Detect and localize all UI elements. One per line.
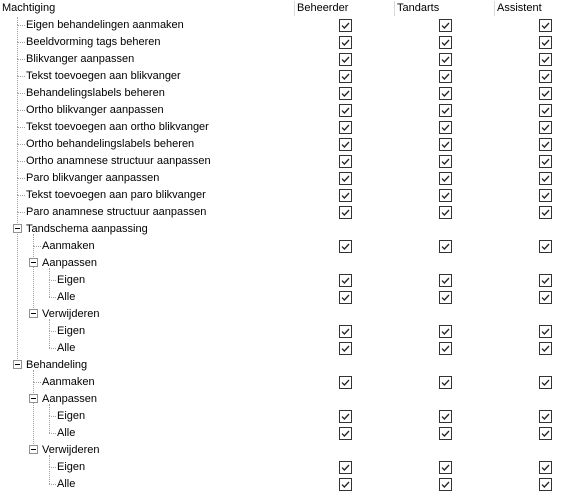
permission-label: Beeldvorming tags beheren <box>26 36 161 48</box>
checkbox-beheerder[interactable] <box>339 87 352 100</box>
column-header-permission[interactable]: Machtiging <box>2 2 56 14</box>
permission-label: Alle <box>57 427 76 439</box>
permission-row[interactable] <box>0 136 565 153</box>
checkbox-assistent[interactable] <box>539 36 552 49</box>
checkbox-assistent[interactable] <box>539 121 552 134</box>
checkbox-tandarts[interactable] <box>439 427 452 440</box>
checkbox-tandarts[interactable] <box>439 189 452 202</box>
checkbox-beheerder[interactable] <box>339 70 352 83</box>
checkmark-icon <box>541 412 550 421</box>
checkmark-icon <box>341 378 350 387</box>
checkbox-assistent[interactable] <box>539 291 552 304</box>
permission-row[interactable] <box>0 374 565 391</box>
checkbox-assistent[interactable] <box>539 155 552 168</box>
checkbox-beheerder[interactable] <box>339 155 352 168</box>
permission-row[interactable] <box>0 459 565 476</box>
checkbox-tandarts[interactable] <box>439 274 452 287</box>
checkbox-assistent[interactable] <box>539 19 552 32</box>
checkmark-icon <box>441 191 450 200</box>
permission-label: Ortho blikvanger aanpassen <box>26 104 164 116</box>
checkbox-beheerder[interactable] <box>339 121 352 134</box>
checkbox-assistent[interactable] <box>539 342 552 355</box>
permission-label: Eigen <box>57 461 86 473</box>
checkmark-icon <box>541 208 550 217</box>
checkmark-icon <box>341 55 350 64</box>
checkmark-icon <box>341 480 350 489</box>
permission-row[interactable] <box>0 340 565 357</box>
checkmark-icon <box>441 293 450 302</box>
checkmark-icon <box>541 480 550 489</box>
checkbox-beheerder[interactable] <box>339 478 352 491</box>
checkmark-icon <box>441 55 450 64</box>
checkbox-beheerder[interactable] <box>339 53 352 66</box>
permission-label: Ortho behandelingslabels beheren <box>26 138 195 150</box>
permission-row[interactable] <box>0 170 565 187</box>
checkbox-tandarts[interactable] <box>439 70 452 83</box>
permission-row[interactable] <box>0 102 565 119</box>
checkmark-icon <box>341 140 350 149</box>
tree-group-row[interactable] <box>0 357 565 374</box>
checkmark-icon <box>441 174 450 183</box>
checkbox-tandarts[interactable] <box>439 104 452 117</box>
permission-label: Alle <box>57 342 76 354</box>
checkmark-icon <box>541 38 550 47</box>
permission-row[interactable] <box>0 17 565 34</box>
checkmark-icon <box>541 123 550 132</box>
checkbox-beheerder[interactable] <box>339 172 352 185</box>
checkmark-icon <box>341 72 350 81</box>
permission-label: Verwijderen <box>42 444 100 456</box>
checkbox-tandarts[interactable] <box>439 155 452 168</box>
checkbox-beheerder[interactable] <box>339 36 352 49</box>
checkmark-icon <box>441 276 450 285</box>
checkbox-tandarts[interactable] <box>439 87 452 100</box>
permission-row[interactable] <box>0 289 565 306</box>
checkmark-icon <box>341 157 350 166</box>
permission-label: Tekst toevoegen aan blikvanger <box>26 70 181 82</box>
permission-label: Tandschema aanpassing <box>26 223 148 235</box>
checkmark-icon <box>341 38 350 47</box>
permission-row[interactable] <box>0 476 565 493</box>
checkmark-icon <box>341 412 350 421</box>
permission-label: Tekst toevoegen aan paro blikvanger <box>26 189 206 201</box>
checkbox-tandarts[interactable] <box>439 53 452 66</box>
checkmark-icon <box>341 208 350 217</box>
checkbox-beheerder[interactable] <box>339 461 352 474</box>
checkmark-icon <box>541 140 550 149</box>
checkmark-icon <box>441 429 450 438</box>
permission-row[interactable] <box>0 408 565 425</box>
checkbox-beheerder[interactable] <box>339 138 352 151</box>
collapse-toggle-icon[interactable] <box>29 309 38 318</box>
tree-group-row[interactable] <box>0 306 565 323</box>
permission-label: Aanpassen <box>42 257 98 269</box>
checkmark-icon <box>441 38 450 47</box>
permission-label: Tekst toevoegen aan ortho blikvanger <box>26 121 209 133</box>
checkbox-tandarts[interactable] <box>439 36 452 49</box>
checkbox-assistent[interactable] <box>539 53 552 66</box>
checkbox-assistent[interactable] <box>539 206 552 219</box>
checkmark-icon <box>541 106 550 115</box>
checkmark-icon <box>541 21 550 30</box>
checkmark-icon <box>541 191 550 200</box>
checkmark-icon <box>441 412 450 421</box>
permission-row[interactable] <box>0 68 565 85</box>
checkbox-tandarts[interactable] <box>439 461 452 474</box>
permission-label: Paro anamnese structuur aanpassen <box>26 206 207 218</box>
permission-row[interactable] <box>0 272 565 289</box>
checkmark-icon <box>541 463 550 472</box>
checkbox-beheerder[interactable] <box>339 342 352 355</box>
checkbox-beheerder[interactable] <box>339 104 352 117</box>
checkmark-icon <box>441 327 450 336</box>
checkbox-tandarts[interactable] <box>439 240 452 253</box>
checkbox-beheerder[interactable] <box>339 189 352 202</box>
checkmark-icon <box>341 21 350 30</box>
checkbox-tandarts[interactable] <box>439 291 452 304</box>
checkbox-assistent[interactable] <box>539 138 552 151</box>
permission-label: Ortho anamnese structuur aanpassen <box>26 155 211 167</box>
checkbox-tandarts[interactable] <box>439 410 452 423</box>
checkbox-beheerder[interactable] <box>339 325 352 338</box>
checkmark-icon <box>541 55 550 64</box>
checkmark-icon <box>441 208 450 217</box>
checkbox-beheerder[interactable] <box>339 19 352 32</box>
collapse-toggle-icon[interactable] <box>13 360 22 369</box>
permission-label: Eigen <box>57 325 86 337</box>
collapse-toggle-icon[interactable] <box>29 394 38 403</box>
checkbox-tandarts[interactable] <box>439 342 452 355</box>
permission-label: Paro blikvanger aanpassen <box>26 172 160 184</box>
checkmark-icon <box>441 344 450 353</box>
checkbox-tandarts[interactable] <box>439 325 452 338</box>
permission-label: Alle <box>57 478 76 490</box>
checkbox-tandarts[interactable] <box>439 121 452 134</box>
checkmark-icon <box>441 123 450 132</box>
checkbox-beheerder[interactable] <box>339 274 352 287</box>
checkmark-icon <box>441 21 450 30</box>
tree-group-row[interactable] <box>0 391 565 408</box>
column-header-tandarts[interactable]: Tandarts <box>397 2 440 14</box>
permission-label: Aanpassen <box>42 393 98 405</box>
checkmark-icon <box>441 106 450 115</box>
permission-label: Alle <box>57 291 76 303</box>
permission-row[interactable] <box>0 238 565 255</box>
checkmark-icon <box>541 157 550 166</box>
checkbox-assistent[interactable] <box>539 461 552 474</box>
checkmark-icon <box>341 106 350 115</box>
checkmark-icon <box>541 242 550 251</box>
checkmark-icon <box>441 480 450 489</box>
checkbox-assistent[interactable] <box>539 427 552 440</box>
checkmark-icon <box>341 293 350 302</box>
grid-header <box>0 0 565 17</box>
collapse-toggle-icon[interactable] <box>13 224 22 233</box>
collapse-toggle-icon[interactable] <box>29 445 38 454</box>
checkmark-icon <box>541 293 550 302</box>
checkbox-assistent[interactable] <box>539 189 552 202</box>
permission-label: Eigen behandelingen aanmaken <box>26 19 184 31</box>
tree-group-row[interactable] <box>0 221 565 238</box>
checkbox-assistent[interactable] <box>539 274 552 287</box>
checkbox-beheerder[interactable] <box>339 376 352 389</box>
checkbox-tandarts[interactable] <box>439 172 452 185</box>
checkbox-tandarts[interactable] <box>439 19 452 32</box>
checkmark-icon <box>541 378 550 387</box>
checkmark-icon <box>441 378 450 387</box>
checkmark-icon <box>441 89 450 98</box>
checkbox-beheerder[interactable] <box>339 427 352 440</box>
checkbox-assistent[interactable] <box>539 410 552 423</box>
checkbox-assistent[interactable] <box>539 240 552 253</box>
column-header-assistent[interactable]: Assistent <box>497 2 542 14</box>
checkmark-icon <box>341 123 350 132</box>
collapse-toggle-icon[interactable] <box>29 258 38 267</box>
checkmark-icon <box>541 276 550 285</box>
tree-group-row[interactable] <box>0 255 565 272</box>
permission-label: Eigen <box>57 410 86 422</box>
checkmark-icon <box>341 191 350 200</box>
checkbox-assistent[interactable] <box>539 478 552 491</box>
permission-row[interactable] <box>0 323 565 340</box>
checkmark-icon <box>341 463 350 472</box>
permission-row[interactable] <box>0 85 565 102</box>
checkmark-icon <box>441 157 450 166</box>
checkmark-icon <box>341 276 350 285</box>
checkmark-icon <box>341 174 350 183</box>
permission-label: Eigen <box>57 274 86 286</box>
permission-row[interactable] <box>0 34 565 51</box>
checkmark-icon <box>541 344 550 353</box>
checkbox-tandarts[interactable] <box>439 376 452 389</box>
checkbox-beheerder[interactable] <box>339 206 352 219</box>
checkmark-icon <box>541 89 550 98</box>
checkbox-assistent[interactable] <box>539 70 552 83</box>
checkmark-icon <box>541 327 550 336</box>
permission-row[interactable] <box>0 153 565 170</box>
checkbox-assistent[interactable] <box>539 104 552 117</box>
checkbox-beheerder[interactable] <box>339 240 352 253</box>
checkbox-assistent[interactable] <box>539 376 552 389</box>
checkmark-icon <box>341 89 350 98</box>
permission-row[interactable] <box>0 204 565 221</box>
checkbox-tandarts[interactable] <box>439 138 452 151</box>
checkmark-icon <box>541 72 550 81</box>
permission-label: Aanmaken <box>42 240 95 252</box>
checkbox-assistent[interactable] <box>539 172 552 185</box>
checkmark-icon <box>341 429 350 438</box>
checkmark-icon <box>341 327 350 336</box>
checkbox-beheerder[interactable] <box>339 410 352 423</box>
permission-row[interactable] <box>0 51 565 68</box>
permission-label: Blikvanger aanpassen <box>26 53 135 65</box>
checkbox-assistent[interactable] <box>539 87 552 100</box>
checkbox-tandarts[interactable] <box>439 478 452 491</box>
checkmark-icon <box>441 140 450 149</box>
permission-label: Behandelingslabels beheren <box>26 87 165 99</box>
permission-label: Verwijderen <box>42 308 100 320</box>
checkmark-icon <box>441 463 450 472</box>
permission-label: Behandeling <box>26 359 88 371</box>
permission-row[interactable] <box>0 425 565 442</box>
permission-row[interactable] <box>0 119 565 136</box>
permission-row[interactable] <box>0 187 565 204</box>
checkbox-assistent[interactable] <box>539 325 552 338</box>
column-header-beheerder[interactable]: Beheerder <box>297 2 349 14</box>
checkmark-icon <box>341 344 350 353</box>
checkmark-icon <box>541 429 550 438</box>
permission-label: Aanmaken <box>42 376 95 388</box>
checkmark-icon <box>441 72 450 81</box>
checkmark-icon <box>441 242 450 251</box>
checkbox-tandarts[interactable] <box>439 206 452 219</box>
checkbox-beheerder[interactable] <box>339 291 352 304</box>
checkmark-icon <box>541 174 550 183</box>
tree-group-row[interactable] <box>0 442 565 459</box>
checkmark-icon <box>341 242 350 251</box>
